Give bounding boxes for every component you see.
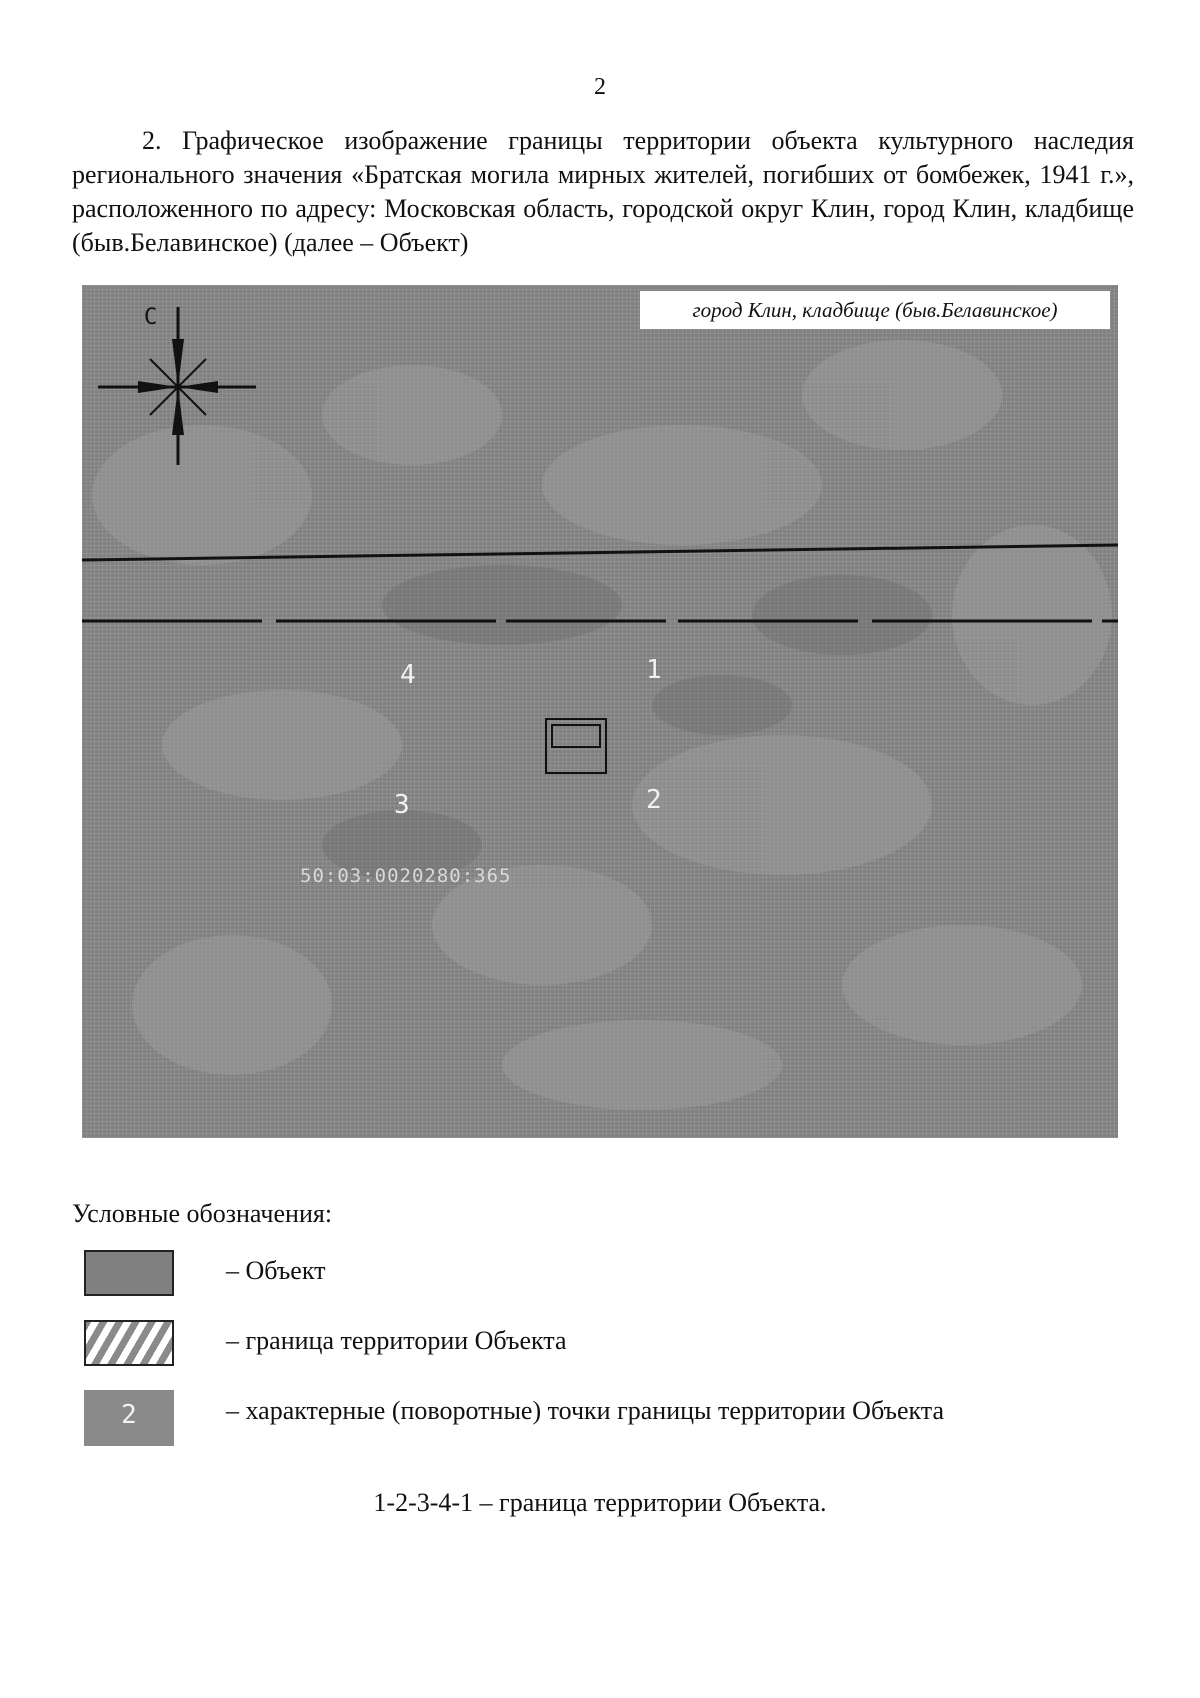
map-image: [82, 285, 1118, 1138]
north-label: С: [144, 305, 158, 330]
legend-label-boundary: – граница территории Объекта: [226, 1326, 567, 1355]
road-line-top: [82, 543, 1118, 563]
object-outline: [544, 717, 610, 777]
legend-item-boundary: [84, 1320, 1144, 1370]
legend-swatch-point: 2: [84, 1390, 174, 1446]
boundary-point-2: 2: [646, 785, 662, 815]
boundary-point-3: 3: [394, 790, 410, 820]
legend-item-object: [84, 1250, 1144, 1300]
boundary-point-4: 4: [400, 660, 416, 690]
legend-label-object: – Объект: [226, 1256, 326, 1285]
boundary-point-1: 1: [646, 655, 662, 685]
legend-swatch-object: [84, 1250, 174, 1296]
boundary-note: 1-2-3-4-1 – граница территории Объекта.: [373, 1488, 827, 1517]
cadastral-number: 50:03:0020280:365: [300, 865, 512, 887]
compass-icon: [88, 299, 258, 469]
intro-paragraph: 2. Графическое изображение границы территории объекта культурного наследия регионального значения «Братская могила мирных жителей, погибших от бомбежек, 1941 г.», расположенного по адресу: Московская область, городской округ Клин, город Клин, кладбище (быв.Белавинское) (далее – Объект): [72, 126, 1134, 257]
page-number: 2: [594, 74, 606, 100]
legend-title: Условные обозначения:: [72, 1199, 333, 1228]
road-line-dashed: [82, 617, 1118, 625]
map-caption: город Клин, кладбище (быв.Белавинское): [640, 291, 1110, 329]
legend-item-points: [84, 1390, 1144, 1440]
legend-swatch-boundary: [84, 1320, 174, 1366]
legend-label-points: – характерные (поворотные) точки границы территории Объекта: [226, 1396, 945, 1425]
